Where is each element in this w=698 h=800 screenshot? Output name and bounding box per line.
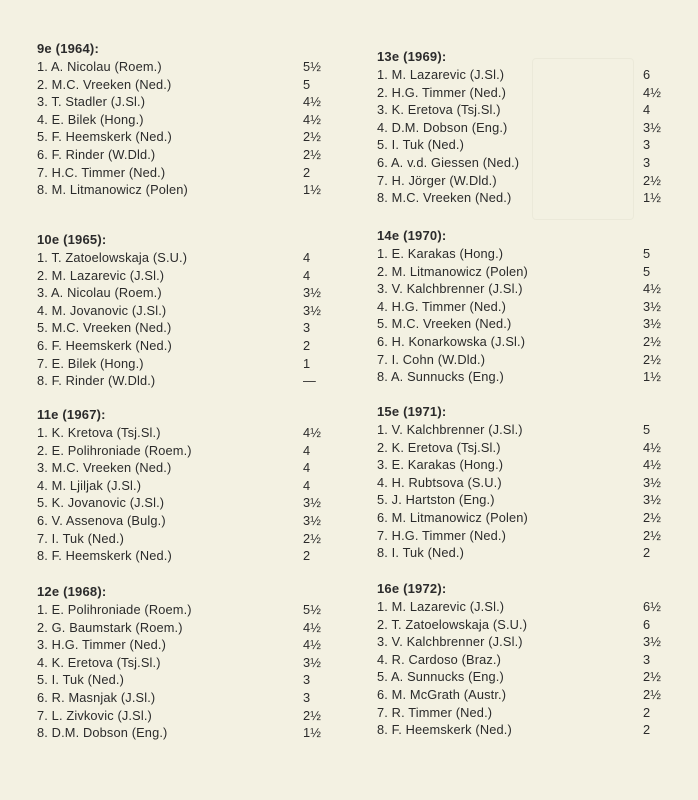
player-name: 7. H. Jörger (W.Dld.)	[377, 172, 497, 188]
player-name: 8. F. Rinder (W.Dld.)	[37, 373, 156, 389]
standing-row	[37, 111, 337, 129]
player-name: 6. F. Rinder (W.Dld.)	[37, 146, 156, 162]
standing-row	[377, 527, 677, 545]
standing-row	[377, 280, 677, 298]
player-name: 5. I. Tuk (Ned.)	[37, 672, 125, 688]
player-name: 3. T. Stadler (J.Sl.)	[37, 94, 146, 110]
standing-row	[377, 721, 677, 739]
player-score: 2½	[303, 530, 322, 546]
player-score: 3½	[643, 119, 662, 135]
player-name: 4. R. Cardoso (Braz.)	[377, 651, 502, 667]
standing-row	[37, 249, 337, 267]
player-score: 2½	[643, 333, 662, 349]
player-score: 4	[303, 460, 311, 476]
section-title: 11e (1967):	[37, 407, 106, 422]
player-name: 3. V. Kalchbrenner (J.Sl.)	[377, 281, 523, 297]
player-score: 3½	[303, 654, 322, 670]
player-score: 4	[643, 102, 651, 118]
player-name: 8. D.M. Dobson (Eng.)	[37, 725, 168, 741]
section-title: 15e (1971):	[377, 404, 447, 419]
section-title: 12e (1968):	[37, 584, 107, 599]
standing-row	[37, 302, 337, 320]
standing-row	[37, 58, 337, 76]
standing-row	[377, 439, 677, 457]
player-name: 7. E. Bilek (Hong.)	[37, 355, 144, 371]
player-name: 4. H.G. Timmer (Ned.)	[377, 298, 507, 314]
player-score: 3	[643, 154, 651, 170]
standing-row	[37, 424, 337, 442]
standing-row	[37, 707, 337, 725]
player-score: 2	[303, 337, 311, 353]
player-name: 7. I. Tuk (Ned.)	[37, 530, 125, 546]
player-score: 4	[303, 442, 311, 458]
player-name: 1. E. Polihroniade (Roem.)	[37, 602, 192, 617]
player-name: 4. K. Eretova (Tsj.Sl.)	[37, 654, 161, 670]
player-score: 2½	[303, 129, 322, 145]
player-score: 2	[303, 548, 311, 564]
standing-row	[37, 619, 337, 637]
standing-row	[377, 315, 677, 333]
player-name: 5. F. Heemskerk (Ned.)	[37, 129, 172, 145]
player-name: 2. G. Baumstark (Roem.)	[37, 619, 183, 635]
standing-row	[377, 333, 677, 351]
player-score: 4	[303, 250, 311, 265]
player-name: 7. L. Zivkovic (J.Sl.)	[37, 707, 152, 723]
standing-row	[377, 616, 677, 634]
player-score: 4½	[643, 281, 662, 297]
player-name: 3. K. Eretova (Tsj.Sl.)	[377, 102, 501, 118]
tournament-section	[377, 48, 677, 207]
player-score: 4½	[643, 457, 662, 473]
player-score: 2½	[303, 146, 322, 162]
standing-row	[37, 442, 337, 460]
player-name: 8. M.C. Vreeken (Ned.)	[377, 190, 512, 206]
tournament-section	[377, 227, 677, 386]
player-score: 6½	[643, 599, 662, 614]
standing-row	[37, 267, 337, 285]
standing-row	[377, 651, 677, 669]
standing-row	[377, 421, 677, 439]
player-name: 5. M.C. Vreeken (Ned.)	[377, 316, 512, 332]
standing-row	[37, 76, 337, 94]
player-name: 1. E. Karakas (Hong.)	[377, 246, 504, 261]
player-score: 6	[643, 616, 651, 632]
player-score: 4½	[303, 425, 322, 440]
standing-row	[377, 245, 677, 263]
player-score: 1½	[643, 369, 662, 385]
player-name: 6. R. Masnjak (J.Sl.)	[37, 689, 156, 705]
player-name: 5. J. Hartston (Eng.)	[377, 492, 495, 508]
standing-row	[377, 544, 677, 562]
standing-row	[377, 509, 677, 527]
player-name: 6. F. Heemskerk (Ned.)	[37, 337, 172, 353]
player-name: 5. I. Tuk (Ned.)	[377, 137, 465, 153]
tournament-section	[37, 583, 337, 742]
standing-row	[37, 372, 337, 390]
player-name: 2. E. Polihroniade (Roem.)	[37, 442, 192, 458]
player-score: —	[303, 373, 316, 389]
player-name: 6. V. Assenova (Bulg.)	[37, 512, 166, 528]
player-score: 4½	[303, 619, 322, 635]
player-name: 2. M.C. Vreeken (Ned.)	[37, 76, 172, 92]
section-title: 14e (1970):	[377, 228, 447, 243]
standing-row	[37, 181, 337, 199]
player-score: 3½	[303, 302, 322, 318]
standing-row	[377, 154, 677, 172]
player-score: 5	[303, 76, 311, 92]
standing-row	[377, 368, 677, 386]
standing-row	[37, 689, 337, 707]
player-score: 5	[643, 246, 651, 261]
player-name: 8. F. Heemskerk (Ned.)	[377, 722, 512, 738]
player-name: 1. V. Kalchbrenner (J.Sl.)	[377, 422, 523, 437]
player-name: 4. H. Rubtsova (S.U.)	[377, 474, 502, 490]
standing-row	[377, 598, 677, 616]
player-score: 3½	[643, 634, 662, 650]
player-name: 7. H.G. Timmer (Ned.)	[377, 527, 507, 543]
player-score: 2½	[643, 669, 662, 685]
player-score: 3½	[303, 495, 322, 511]
standing-row	[37, 654, 337, 672]
standing-row	[37, 337, 337, 355]
player-name: 1. M. Lazarevic (J.Sl.)	[377, 67, 505, 82]
player-score: 2	[303, 164, 311, 180]
standing-row	[377, 84, 677, 102]
player-score: 2	[643, 704, 651, 720]
player-name: 5. A. Sunnucks (Eng.)	[377, 669, 504, 685]
standing-row	[37, 547, 337, 565]
standing-row	[37, 164, 337, 182]
player-name: 1. K. Kretova (Tsj.Sl.)	[37, 425, 161, 440]
player-score: 4	[303, 267, 311, 283]
player-name: 3. E. Karakas (Hong.)	[377, 457, 504, 473]
player-score: 4½	[303, 637, 322, 653]
standing-row	[377, 119, 677, 137]
tournament-section	[37, 231, 337, 390]
player-name: 3. H.G. Timmer (Ned.)	[37, 637, 167, 653]
player-score: 3	[303, 320, 311, 336]
player-score: 4½	[303, 94, 322, 110]
player-name: 2. M. Litmanowicz (Polen)	[377, 263, 528, 279]
player-score: 4½	[643, 84, 662, 100]
standing-row	[377, 189, 677, 207]
player-name: 6. A. v.d. Giessen (Ned.)	[377, 154, 520, 170]
standing-row	[377, 66, 677, 84]
standing-row	[377, 686, 677, 704]
standing-row	[377, 136, 677, 154]
player-score: 5½	[303, 602, 322, 617]
standing-row	[37, 601, 337, 619]
player-score: 2	[643, 722, 651, 738]
player-name: 6. M. McGrath (Austr.)	[377, 686, 507, 702]
section-title: 10e (1965):	[37, 232, 107, 247]
player-name: 2. K. Eretova (Tsj.Sl.)	[377, 439, 501, 455]
standing-row	[37, 319, 337, 337]
player-score: 3½	[303, 512, 322, 528]
player-name: 5. K. Jovanovic (J.Sl.)	[37, 495, 165, 511]
section-title: 9e (1964):	[37, 41, 99, 56]
standing-row	[37, 636, 337, 654]
player-score: 1½	[303, 182, 322, 198]
player-score: 2	[643, 545, 651, 561]
player-score: 2½	[643, 351, 662, 367]
player-score: 3½	[643, 316, 662, 332]
player-name: 1. M. Lazarevic (J.Sl.)	[377, 599, 505, 614]
standing-row	[377, 101, 677, 119]
standing-row	[377, 351, 677, 369]
player-score: 2½	[643, 172, 662, 188]
player-score: 3	[303, 672, 311, 688]
player-name: 8. I. Tuk (Ned.)	[377, 545, 465, 561]
standing-row	[37, 512, 337, 530]
player-name: 6. M. Litmanowicz (Polen)	[377, 509, 528, 525]
standing-row	[37, 459, 337, 477]
standing-row	[377, 633, 677, 651]
standing-row	[377, 263, 677, 281]
standing-row	[37, 355, 337, 373]
player-name: 7. R. Timmer (Ned.)	[377, 704, 493, 720]
standing-row	[377, 491, 677, 509]
player-score: 3	[643, 651, 651, 667]
player-name: 3. V. Kalchbrenner (J.Sl.)	[377, 634, 523, 650]
standing-row	[377, 456, 677, 474]
player-score: 1	[303, 355, 311, 371]
player-score: 3½	[643, 474, 662, 490]
standing-row	[37, 128, 337, 146]
standing-row	[37, 494, 337, 512]
player-score: 3½	[643, 298, 662, 314]
standing-row	[377, 474, 677, 492]
standing-row	[377, 298, 677, 316]
section-title: 16e (1972):	[377, 581, 447, 596]
player-name: 4. E. Bilek (Hong.)	[37, 111, 144, 127]
tournament-section	[377, 580, 677, 739]
player-name: 7. I. Cohn (W.Dld.)	[377, 351, 486, 367]
player-name: 2. M. Lazarevic (J.Sl.)	[37, 267, 165, 283]
player-name: 5. M.C. Vreeken (Ned.)	[37, 320, 172, 336]
standing-row	[37, 284, 337, 302]
player-score: 3½	[643, 492, 662, 508]
player-name: 4. M. Jovanovic (J.Sl.)	[37, 302, 167, 318]
player-name: 8. A. Sunnucks (Eng.)	[377, 369, 504, 385]
standing-row	[37, 477, 337, 495]
standing-row	[377, 704, 677, 722]
standing-row	[37, 146, 337, 164]
player-score: 3	[643, 137, 651, 153]
standing-row	[37, 93, 337, 111]
standing-row	[377, 668, 677, 686]
player-score: 2½	[303, 707, 322, 723]
player-name: 1. T. Zatoelowskaja (S.U.)	[37, 250, 188, 265]
player-score: 2½	[643, 509, 662, 525]
player-name: 4. M. Ljiljak (J.Sl.)	[37, 477, 142, 493]
player-name: 8. F. Heemskerk (Ned.)	[37, 548, 172, 564]
section-title: 13e (1969):	[377, 49, 447, 64]
player-score: 3	[303, 689, 311, 705]
player-name: 3. M.C. Vreeken (Ned.)	[37, 460, 172, 476]
standing-row	[377, 172, 677, 190]
player-score: 6	[643, 67, 651, 82]
player-name: 8. M. Litmanowicz (Polen)	[37, 182, 188, 198]
player-score: 5	[643, 263, 651, 279]
tournament-section	[37, 40, 337, 199]
player-score: 1½	[643, 190, 662, 206]
player-score: 4½	[303, 111, 322, 127]
player-score: 4	[303, 477, 311, 493]
standing-row	[37, 724, 337, 742]
standing-row	[37, 671, 337, 689]
player-score: 2½	[643, 527, 662, 543]
player-score: 4½	[643, 439, 662, 455]
player-name: 4. D.M. Dobson (Eng.)	[377, 119, 508, 135]
player-name: 7. H.C. Timmer (Ned.)	[37, 164, 166, 180]
player-name: 6. H. Konarkowska (J.Sl.)	[377, 333, 526, 349]
player-score: 5	[643, 422, 651, 437]
player-score: 3½	[303, 285, 322, 301]
player-score: 1½	[303, 725, 322, 741]
player-name: 2. T. Zatoelowskaja (S.U.)	[377, 616, 528, 632]
player-name: 1. A. Nicolau (Roem.)	[37, 59, 162, 74]
player-score: 2½	[643, 686, 662, 702]
tournament-section	[37, 406, 337, 565]
player-name: 2. H.G. Timmer (Ned.)	[377, 84, 507, 100]
player-score: 5½	[303, 59, 322, 74]
player-name: 3. A. Nicolau (Roem.)	[37, 285, 162, 301]
standing-row	[37, 530, 337, 548]
tournament-section	[377, 403, 677, 562]
